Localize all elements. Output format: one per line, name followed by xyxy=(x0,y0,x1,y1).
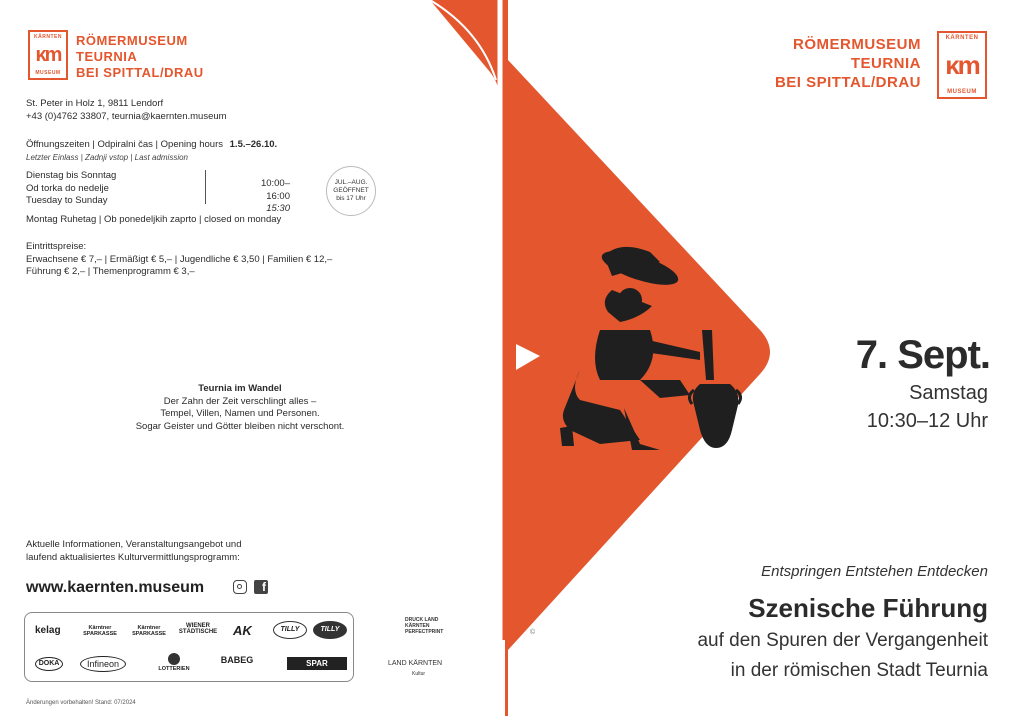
prices-line: Führung € 2,– | Themenprogramm € 3,– xyxy=(26,266,195,277)
days-line: Od torka do nedelje xyxy=(26,182,109,194)
museum-name-line: BEI SPITTAL/DRAU xyxy=(76,65,204,80)
sponsor-tilly-logo: TILLY xyxy=(273,621,307,639)
event-time: 10:30–12 Uhr xyxy=(866,410,988,432)
badge-line: bis 17 Uhr xyxy=(336,195,366,202)
event-subtitle-line2: in der römischen Stadt Teurnia xyxy=(730,660,988,681)
sponsor-ak-logo: AK xyxy=(233,623,252,638)
prices-label: Eintrittspreise: xyxy=(26,241,87,252)
print-logo-line: DRUCK LAND xyxy=(405,617,439,623)
museum-name-right xyxy=(735,35,921,92)
logo-bottom-text: MUSEUM xyxy=(947,89,977,95)
museum-name-line: RÖMERMUSEUM xyxy=(793,36,921,53)
sponsor-babeg-logo: BABEG xyxy=(220,655,254,665)
closed-day: Montag Ruhetag | Ob ponedeljkih zaprto | closed on monday xyxy=(26,214,282,225)
museum-name-line: BEI SPITTAL/DRAU xyxy=(774,74,921,91)
poem-line: Sogar Geister und Götter bleiben nicht verschont. xyxy=(135,420,345,432)
print-logo-line: KÄRNTEN xyxy=(405,623,430,629)
logo-top-text: KÄRNTEN xyxy=(34,34,62,40)
logo-mark: ᴋm xyxy=(35,44,61,66)
logo-top-text: KÄRNTEN xyxy=(945,35,979,41)
tagline: Entspringen Entstehen Entdecken xyxy=(761,563,988,580)
event-date: 7. Sept. xyxy=(855,333,990,377)
logo-mark: ᴋm xyxy=(945,50,979,80)
poem-line: Der Zahn der Zeit verschlingt alles – xyxy=(163,395,317,407)
opening-period: 1.5.–26.10. xyxy=(229,139,278,150)
days-line: Dienstag bis Sonntag xyxy=(26,170,117,181)
info-line: laufend aktualisiertes Kulturvermittlungsprogramm: xyxy=(26,551,240,563)
badge-line: GEÖFFNET xyxy=(333,187,369,194)
hours-value: 10:00–16:00 xyxy=(260,178,290,202)
poem-line: Tempel, Villen, Namen und Personen. xyxy=(160,408,320,419)
sponsor-wiener-staedtische-logo: WIENER STÄDTISCHE xyxy=(178,623,218,635)
land-kaernten-logo: LAND KÄRNTEN xyxy=(388,660,443,667)
sponsor-infineon-logo: Infineon xyxy=(80,656,126,672)
museum-name-line: RÖMERMUSEUM xyxy=(76,33,188,48)
lotterien-text: LOTTERIEN xyxy=(158,666,190,672)
museum-name-line: TEURNIA xyxy=(76,49,138,64)
facebook-icon[interactable]: f xyxy=(254,580,268,594)
last-admission-label: Letzter Einlass | Zadnji vstop | Last admission xyxy=(26,153,189,162)
sponsor-sparkasse-logo: Kärntner SPARKASSE xyxy=(83,625,117,637)
footer-note: Änderungen vorbehalten! Stand: 07/2024 xyxy=(26,700,136,706)
last-admission-time: 15:30 xyxy=(266,203,290,214)
museum-logo-right xyxy=(937,31,987,99)
days-line: Tuesday to Sunday xyxy=(26,195,108,206)
poem-title: Teurnia im Wandel xyxy=(198,383,282,394)
sponsor-doka-logo: DOKA xyxy=(35,657,63,671)
badge-line: JUL.–AUG. xyxy=(334,179,368,186)
land-kaernten-sub: Kultur xyxy=(412,671,426,677)
prices-line: Erwachsene € 7,– | Ermäßigt € 5,– | Jugendliche € 3,50 | Familien € 12,– xyxy=(26,253,333,265)
info-line: Aktuelle Informationen, Veranstaltungsangebot und xyxy=(26,539,242,550)
sponsor-sparkasse-logo: Kärntner SPARKASSE xyxy=(132,625,166,637)
event-subtitle-line1: auf den Spuren der Vergangenheit xyxy=(697,630,988,651)
address: St. Peter in Holz 1, 9811 Lendorf xyxy=(26,98,164,109)
event-title: Szenische Führung xyxy=(748,593,988,623)
sponsor-kelag-logo: kelag xyxy=(35,625,61,636)
museum-name-line: TEURNIA xyxy=(850,55,921,72)
opening-label: Öffnungszeiten | Odpiralni čas | Opening hours xyxy=(26,139,223,150)
logo-bottom-text: MUSEUM xyxy=(35,70,61,76)
contact-info[interactable]: +43 (0)4762 33807, teurnia@kaernten.museum xyxy=(26,111,227,122)
event-weekday: Samstag xyxy=(909,382,988,404)
website-link[interactable]: www.kaernten.museum xyxy=(26,579,205,596)
sponsor-tilly-logo: TILLY xyxy=(313,621,347,639)
copyright-mark: © xyxy=(530,629,536,636)
sponsor-spar-logo: SPAR xyxy=(287,657,347,670)
print-logo-line: PERFECTPRINT xyxy=(405,629,444,635)
